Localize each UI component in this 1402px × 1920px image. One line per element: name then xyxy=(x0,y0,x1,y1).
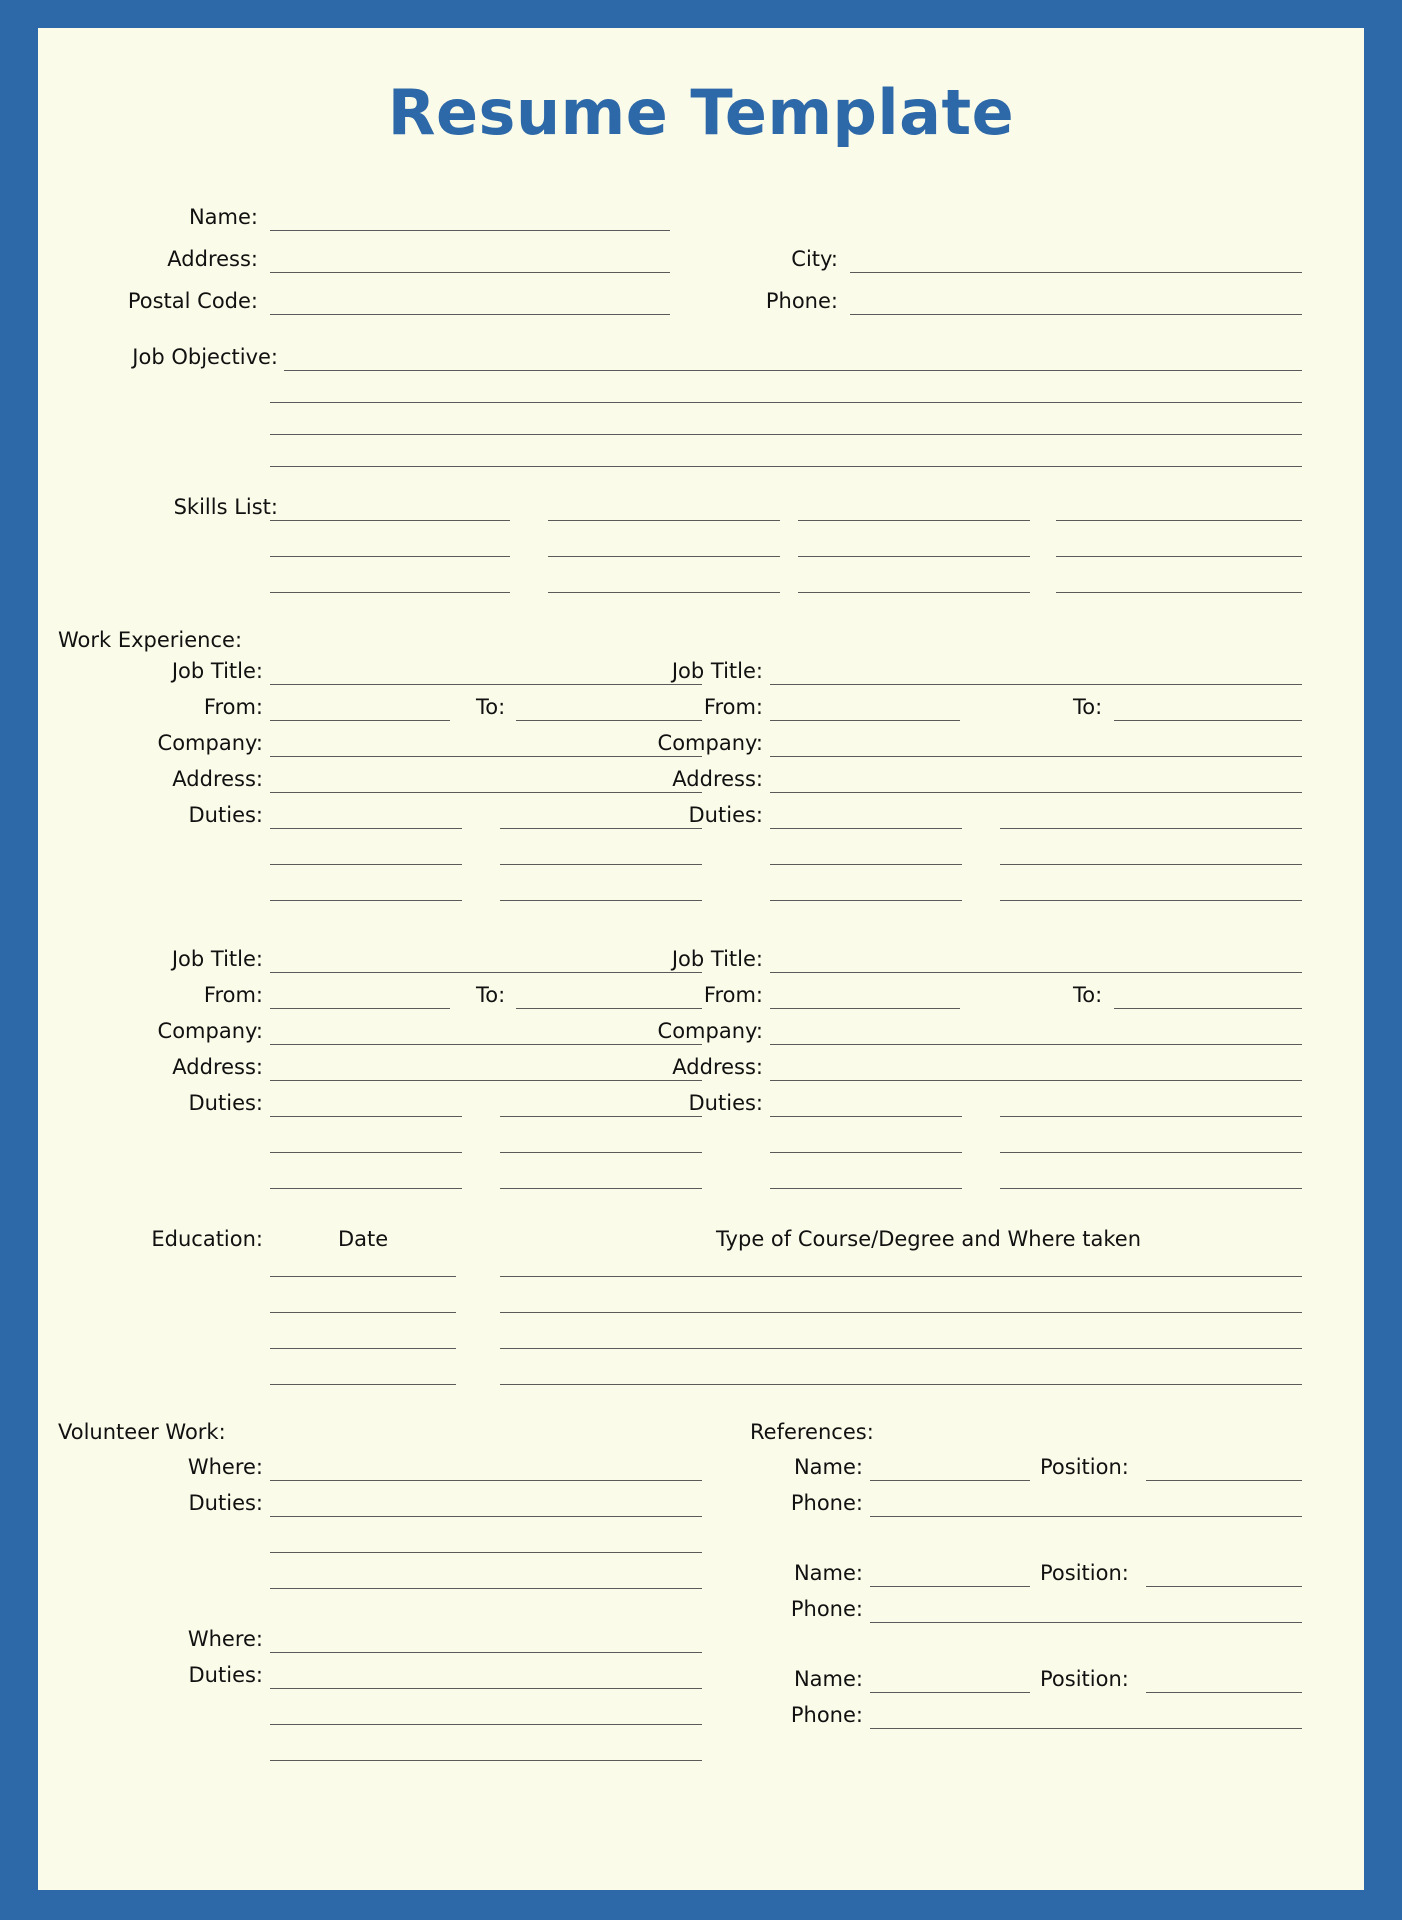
company-input[interactable] xyxy=(770,756,1302,757)
education-course-input[interactable] xyxy=(500,1384,1302,1385)
volunteer-duties-label: Duties: xyxy=(188,1663,263,1687)
job-title-label: Job Title: xyxy=(671,947,763,971)
to-label: To: xyxy=(476,983,506,1007)
education-date-input[interactable] xyxy=(270,1384,456,1385)
work-address-input[interactable] xyxy=(270,1080,702,1081)
duties-input[interactable] xyxy=(770,900,962,901)
skill-input[interactable] xyxy=(798,556,1030,557)
skill-input[interactable] xyxy=(548,592,780,593)
volunteer-work-label: Volunteer Work: xyxy=(58,1420,226,1444)
duties-input[interactable] xyxy=(770,1116,962,1117)
volunteer-where-label: Where: xyxy=(187,1627,263,1651)
skill-input[interactable] xyxy=(548,520,780,521)
company-input[interactable] xyxy=(770,1044,1302,1045)
to-label: To: xyxy=(1073,983,1103,1007)
work-address-input[interactable] xyxy=(770,1080,1302,1081)
reference-name-input[interactable] xyxy=(870,1692,1030,1693)
duties-input[interactable] xyxy=(500,900,702,901)
to-label: To: xyxy=(1073,695,1103,719)
duties-input[interactable] xyxy=(1000,1116,1302,1117)
skill-input[interactable] xyxy=(1056,520,1302,521)
job-objective-line[interactable] xyxy=(270,466,1302,467)
education-date-input[interactable] xyxy=(270,1276,456,1277)
duties-input[interactable] xyxy=(500,1116,702,1117)
to-input[interactable] xyxy=(516,720,702,721)
from-label: From: xyxy=(203,983,263,1007)
reference-phone-label: Phone: xyxy=(790,1703,863,1727)
job-title-input[interactable] xyxy=(770,972,1302,973)
duties-label: Duties: xyxy=(688,1091,763,1115)
skill-input[interactable] xyxy=(548,556,780,557)
reference-phone-input[interactable] xyxy=(870,1516,1302,1517)
duties-input[interactable] xyxy=(500,1152,702,1153)
job-objective-line[interactable] xyxy=(270,434,1302,435)
job-title-input[interactable] xyxy=(770,684,1302,685)
duties-input[interactable] xyxy=(1000,828,1302,829)
reference-position-label: Position: xyxy=(1040,1667,1129,1691)
duties-label: Duties: xyxy=(688,803,763,827)
to-input[interactable] xyxy=(516,1008,702,1009)
to-input[interactable] xyxy=(1114,1008,1302,1009)
reference-position-input[interactable] xyxy=(1146,1692,1302,1693)
from-input[interactable] xyxy=(270,720,450,721)
company-label: Company: xyxy=(157,1019,263,1043)
volunteer-where-input[interactable] xyxy=(270,1480,702,1481)
education-course-input[interactable] xyxy=(500,1312,1302,1313)
duties-input[interactable] xyxy=(500,1188,702,1189)
duties-input[interactable] xyxy=(500,828,702,829)
volunteer-duties-input[interactable] xyxy=(270,1688,702,1689)
job-objective-line[interactable] xyxy=(284,370,1302,371)
duties-input[interactable] xyxy=(770,828,962,829)
skill-input[interactable] xyxy=(1056,592,1302,593)
education-date-header: Date xyxy=(338,1227,389,1251)
city-input[interactable] xyxy=(850,272,1302,273)
skill-input[interactable] xyxy=(798,592,1030,593)
postal-code-label: Postal Code: xyxy=(127,289,258,313)
reference-name-label: Name: xyxy=(793,1561,863,1585)
volunteer-where-label: Where: xyxy=(187,1455,263,1479)
job-objective-line[interactable] xyxy=(270,402,1302,403)
city-label: City: xyxy=(791,247,838,271)
reference-name-input[interactable] xyxy=(870,1586,1030,1587)
volunteer-where-input[interactable] xyxy=(270,1652,702,1653)
duties-label: Duties: xyxy=(188,803,263,827)
education-date-input[interactable] xyxy=(270,1312,456,1313)
education-course-header: Type of Course/Degree and Where taken xyxy=(716,1227,1142,1251)
duties-input[interactable] xyxy=(270,1152,462,1153)
from-input[interactable] xyxy=(270,1008,450,1009)
volunteer-duties-label: Duties: xyxy=(188,1491,263,1515)
education-course-input[interactable] xyxy=(500,1348,1302,1349)
volunteer-duties-input[interactable] xyxy=(270,1724,702,1725)
address-input[interactable] xyxy=(270,272,670,273)
duties-input[interactable] xyxy=(270,828,462,829)
volunteer-duties-input[interactable] xyxy=(270,1760,702,1761)
company-input[interactable] xyxy=(270,1044,702,1045)
education-course-input[interactable] xyxy=(500,1276,1302,1277)
reference-position-input[interactable] xyxy=(1146,1480,1302,1481)
volunteer-duties-input[interactable] xyxy=(270,1588,702,1589)
skill-input[interactable] xyxy=(270,520,510,521)
job-title-input[interactable] xyxy=(270,684,702,685)
duties-label: Duties: xyxy=(188,1091,263,1115)
from-label: From: xyxy=(703,983,763,1007)
skill-input[interactable] xyxy=(270,556,510,557)
duties-input[interactable] xyxy=(770,1152,962,1153)
skill-input[interactable] xyxy=(270,592,510,593)
reference-phone-label: Phone: xyxy=(790,1491,863,1515)
reference-name-input[interactable] xyxy=(870,1480,1030,1481)
education-label: Education: xyxy=(151,1227,263,1251)
from-input[interactable] xyxy=(770,1008,960,1009)
reference-phone-label: Phone: xyxy=(790,1597,863,1621)
company-label: Company: xyxy=(657,731,763,755)
company-label: Company: xyxy=(657,1019,763,1043)
reference-name-label: Name: xyxy=(793,1667,863,1691)
work-address-input[interactable] xyxy=(270,792,702,793)
duties-input[interactable] xyxy=(270,864,462,865)
resume-form xyxy=(38,178,1364,1878)
duties-input[interactable] xyxy=(270,900,462,901)
name-label: Name: xyxy=(188,205,258,229)
references-label: References: xyxy=(750,1420,874,1444)
address-label: Address: xyxy=(167,247,258,271)
from-input[interactable] xyxy=(770,720,960,721)
duties-input[interactable] xyxy=(770,1188,962,1189)
skill-input[interactable] xyxy=(798,520,1030,521)
duties-input[interactable] xyxy=(1000,1152,1302,1153)
address-label: Address: xyxy=(672,767,763,791)
company-input[interactable] xyxy=(270,756,702,757)
duties-input[interactable] xyxy=(500,864,702,865)
page-title: Resume Template xyxy=(387,76,1015,149)
job-title-label: Job Title: xyxy=(171,659,263,683)
duties-input[interactable] xyxy=(1000,864,1302,865)
reference-phone-input[interactable] xyxy=(870,1622,1302,1623)
education-date-input[interactable] xyxy=(270,1348,456,1349)
reference-position-input[interactable] xyxy=(1146,1586,1302,1587)
duties-input[interactable] xyxy=(1000,900,1302,901)
postal-code-input[interactable] xyxy=(270,314,670,315)
from-label: From: xyxy=(203,695,263,719)
phone-label: Phone: xyxy=(765,289,838,313)
job-title-label: Job Title: xyxy=(671,659,763,683)
skills-list-label: Skills List: xyxy=(173,495,278,519)
skill-input[interactable] xyxy=(1056,556,1302,557)
duties-input[interactable] xyxy=(270,1188,462,1189)
address-label: Address: xyxy=(172,1055,263,1079)
address-label: Address: xyxy=(672,1055,763,1079)
reference-position-label: Position: xyxy=(1040,1561,1129,1585)
to-label: To: xyxy=(476,695,506,719)
job-title-input[interactable] xyxy=(270,972,702,973)
resume-page xyxy=(38,28,1364,1890)
volunteer-duties-input[interactable] xyxy=(270,1516,702,1517)
duties-input[interactable] xyxy=(270,1116,462,1117)
duties-input[interactable] xyxy=(1000,1188,1302,1189)
work-experience-label: Work Experience: xyxy=(58,628,243,652)
to-input[interactable] xyxy=(1114,720,1302,721)
reference-position-label: Position: xyxy=(1040,1455,1129,1479)
name-input[interactable] xyxy=(270,230,670,231)
company-label: Company: xyxy=(157,731,263,755)
reference-name-label: Name: xyxy=(793,1455,863,1479)
address-label: Address: xyxy=(172,767,263,791)
duties-input[interactable] xyxy=(770,864,962,865)
reference-phone-input[interactable] xyxy=(870,1728,1302,1729)
job-title-label: Job Title: xyxy=(171,947,263,971)
from-label: From: xyxy=(703,695,763,719)
phone-input[interactable] xyxy=(850,314,1302,315)
work-address-input[interactable] xyxy=(770,792,1302,793)
volunteer-duties-input[interactable] xyxy=(270,1552,702,1553)
job-objective-label: Job Objective: xyxy=(132,345,278,369)
